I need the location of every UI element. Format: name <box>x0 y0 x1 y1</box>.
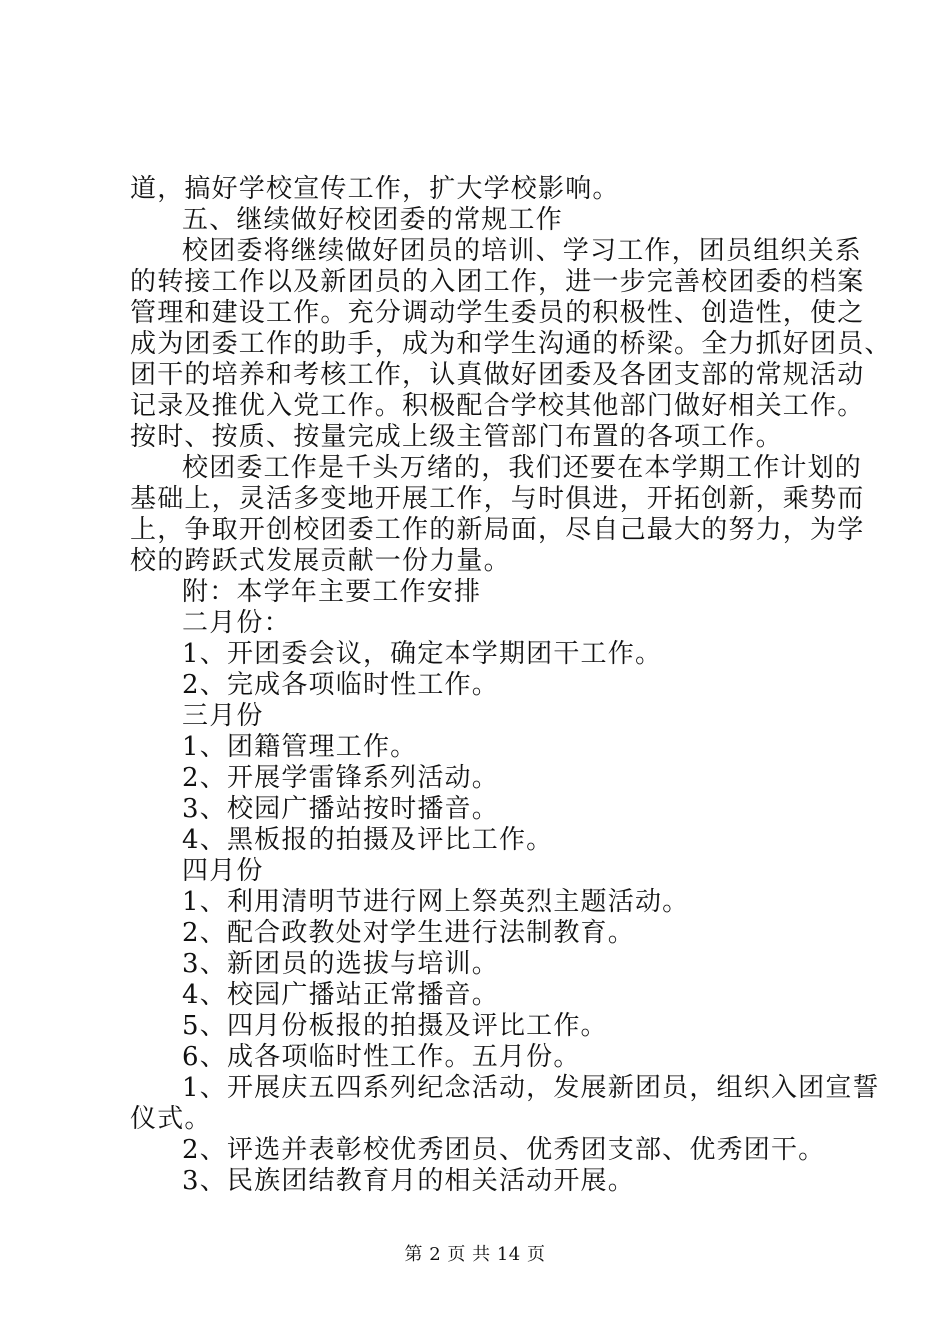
text-line: 三月份 <box>182 701 264 731</box>
text-line: 管理和建设工作。充分调动学生委员的积极性、创造性，使之 <box>130 298 865 328</box>
text-line: 基础上，灵活多变地开展工作，与时俱进，开拓创新，乘势而 <box>130 484 865 514</box>
text-line: 校的跨跃式发展贡献一份力量。 <box>130 546 511 576</box>
text-line: 上，争取开创校团委工作的新局面，尽自己最大的努力，为学 <box>130 515 865 545</box>
text-line: 6、成各项临时性工作。五月份。 <box>182 1042 581 1072</box>
text-line: 1、利用清明节进行网上祭英烈主题活动。 <box>182 887 690 917</box>
text-line: 团干的培养和考核工作，认真做好团委及各团支部的常规活动 <box>130 360 865 390</box>
text-line: 附：本学年主要工作安排 <box>182 577 482 607</box>
text-line: 2、完成各项临时性工作。 <box>182 670 499 700</box>
text-line: 1、团籍管理工作。 <box>182 732 418 762</box>
text-line: 1、开团委会议，确定本学期团干工作。 <box>182 639 663 669</box>
text-line: 五、继续做好校团委的常规工作 <box>182 205 563 235</box>
text-line: 道，搞好学校宣传工作，扩大学校影响。 <box>130 174 620 204</box>
text-line: 成为团委工作的助手，成为和学生沟通的桥梁。全力抓好团员、 <box>130 329 892 359</box>
text-line: 校团委工作是千头万绪的，我们还要在本学期工作计划的 <box>182 453 863 483</box>
text-line: 按时、按质、按量完成上级主管部门布置的各项工作。 <box>130 422 783 452</box>
page-footer: 第 2 页 共 14 页 <box>404 1244 546 1265</box>
document-body <box>130 174 892 1197</box>
text-line: 1、开展庆五四系列纪念活动，发展新团员，组织入团宣誓 <box>182 1073 880 1103</box>
text-line: 4、校园广播站正常播音。 <box>182 980 499 1010</box>
text-line: 的转接工作以及新团员的入团工作，进一步完善校团委的档案 <box>130 267 865 297</box>
text-line: 5、四月份板报的拍摄及评比工作。 <box>182 1011 608 1041</box>
text-line: 3、民族团结教育月的相关活动开展。 <box>182 1166 635 1196</box>
text-line: 校团委将继续做好团员的培训、学习工作，团员组织关系 <box>182 236 863 266</box>
text-line: 四月份 <box>182 856 264 886</box>
text-line: 3、校园广播站按时播音。 <box>182 794 499 824</box>
text-line: 2、配合政教处对学生进行法制教育。 <box>182 918 635 948</box>
text-line: 2、开展学雷锋系列活动。 <box>182 763 499 793</box>
text-line: 3、新团员的选拔与培训。 <box>182 949 499 979</box>
text-line: 仪式。 <box>130 1104 212 1134</box>
text-line: 记录及推优入党工作。积极配合学校其他部门做好相关工作。 <box>130 391 865 421</box>
text-line: 二月份： <box>182 608 291 638</box>
text-line: 2、评选并表彰校优秀团员、优秀团支部、优秀团干。 <box>182 1135 826 1165</box>
text-line: 4、黑板报的拍摄及评比工作。 <box>182 825 554 855</box>
